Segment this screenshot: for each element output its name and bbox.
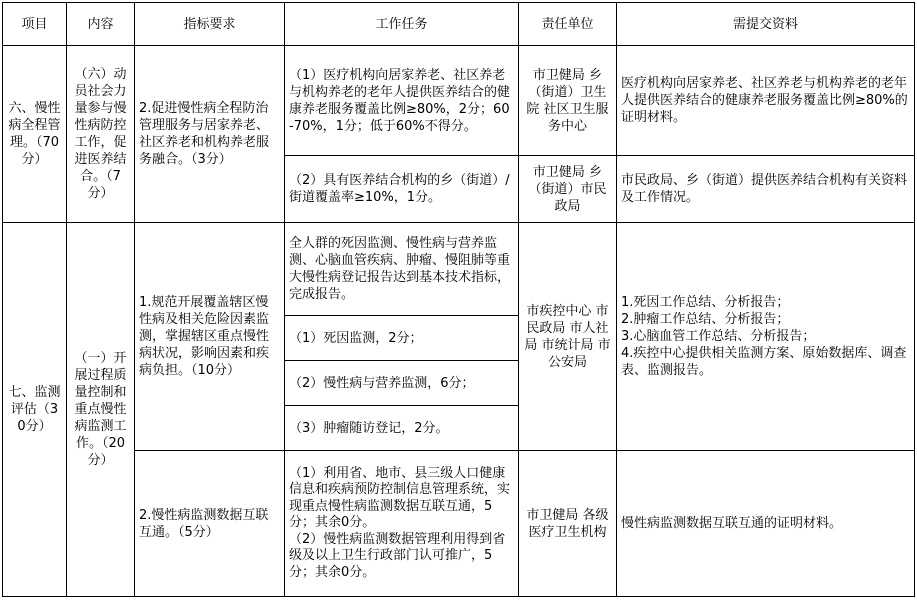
task-cell: （3）肿瘤随访登记，2分。	[285, 406, 519, 451]
task-line: （2）慢性病监测数据管理利用得到省级及以上卫生行政部门认可推广，5分；其余0分。	[289, 531, 506, 580]
header-content: 内容	[67, 3, 135, 46]
unit-cell: 市卫健局 乡（街道）卫生院 社区卫生服务中心	[519, 46, 617, 156]
materials-line: 4.疾控中心提供相关监测方案、原始数据库、调查表、监测报告。	[621, 346, 907, 378]
table-row	[3, 223, 915, 316]
unit-cell: 市卫健局 乡（街道）市民政局	[519, 156, 617, 223]
task-line: （1）利用省、地市、县三级人口健康信息和疾病预防控制信息管理系统，实现重点慢性病监测数据互联互通，5分；其余0分。	[289, 465, 511, 531]
content-cell-6: （六）动员社会力量参与慢性病防控工作，促进医养结合。（7分）	[67, 46, 135, 223]
unit-cell: 市疾控中心 市民政局 市人社局 市统计局 市公安局	[519, 223, 617, 451]
materials-cell: 市民政局、乡（街道）提供医养结合机构有关资料及工作情况。	[617, 156, 915, 223]
project-cell-7: 七、监测评估（30分）	[3, 223, 67, 597]
unit-cell: 市卫健局 各级医疗卫生机构	[519, 451, 617, 597]
indicator-cell-6: 2.促进慢性病全程防治管理服务与居家养老、社区养老和机构养老服务融合。（3分）	[135, 46, 285, 223]
header-indicator: 指标要求	[135, 3, 285, 46]
task-cell: 全人群的死因监测、慢性病与营养监测、心脑血管疾病、肿瘤、慢阻肺等重大慢性病登记报告达到基本技术指标，完成报告。	[285, 223, 519, 316]
task-cell: （1）死因监测，2分；	[285, 316, 519, 361]
content-cell-7: （一）开展过程质量控制和重点慢性病监测工作。（20分）	[67, 223, 135, 597]
materials-line: 1.死因工作总结、分析报告；	[621, 295, 790, 310]
table-row	[3, 46, 915, 156]
header-project: 项目	[3, 3, 67, 46]
header-task: 工作任务	[285, 3, 519, 46]
header-unit: 责任单位	[519, 3, 617, 46]
indicator-cell-7-1: 1.规范开展覆盖辖区慢性病及相关危险因素监测，掌握辖区重点慢性病状况，影响因素和疾病负担。（10分）	[135, 223, 285, 451]
materials-line: 3.心脑血管工作总结、分析报告；	[621, 329, 816, 344]
materials-line: 2.肿瘤工作总结、分析报告；	[621, 312, 790, 327]
materials-cell: 医疗机构向居家养老、社区养老与机构养老的老年人提供医养结合的健康养老服务覆盖比例≥80%的证明材料。	[617, 46, 915, 156]
header-row	[3, 3, 915, 46]
task-cell: （2）具有医养结合机构的乡（街道）/街道覆盖率≥10%，1分。	[285, 156, 519, 223]
task-cell: （2）慢性病与营养监测，6分；	[285, 361, 519, 406]
task-cell-7-2	[285, 451, 519, 597]
project-cell-6: 六、慢性病全程管理。（70分）	[3, 46, 67, 223]
assessment-table	[2, 2, 915, 597]
header-materials: 需提交资料	[617, 3, 915, 46]
indicator-cell-7-2: 2.慢性病监测数据互联互通。（5分）	[135, 451, 285, 597]
materials-cell: 慢性病监测数据互联互通的证明材料。	[617, 451, 915, 597]
task-cell: （1）医疗机构向居家养老、社区养老与机构养老的老年人提供医养结合的健康养老服务覆盖比例≥80%，2分；60-70%，1分；低于60%不得分。	[285, 46, 519, 156]
materials-cell-7-1	[617, 223, 915, 451]
